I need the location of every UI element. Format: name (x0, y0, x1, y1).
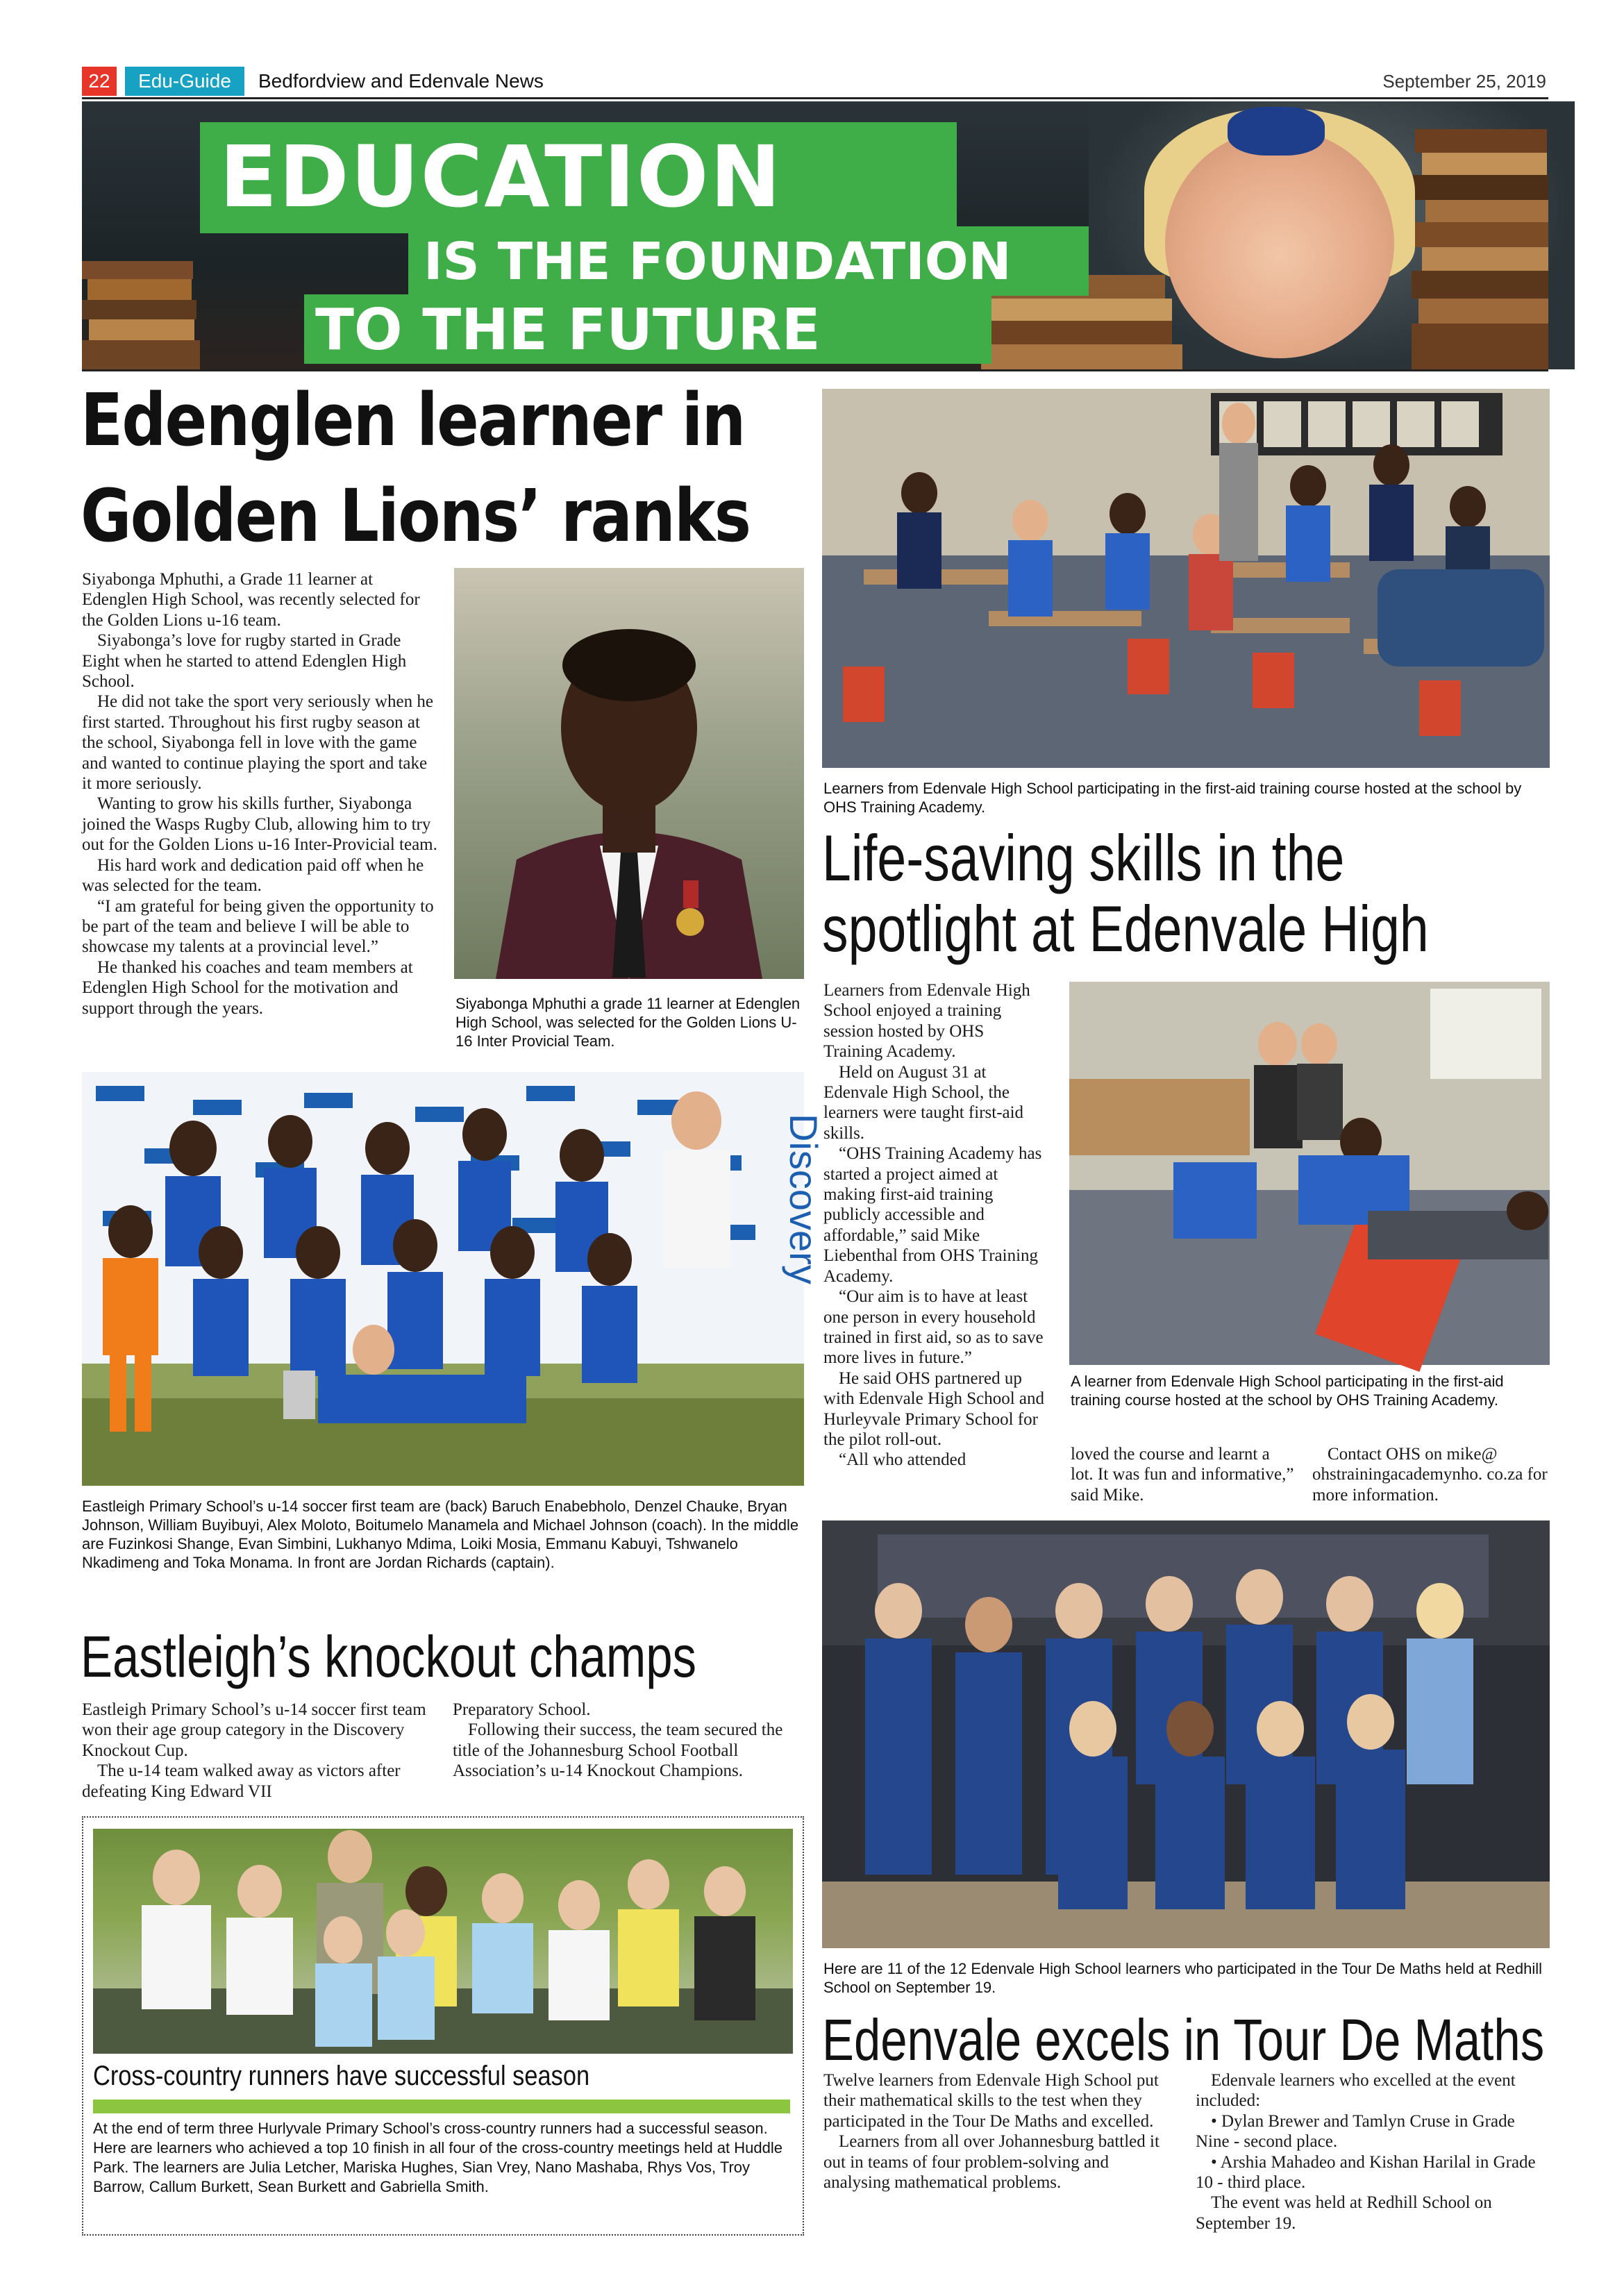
first-aid-top-caption: Learners from Edenvale High School participating in the first-aid training course hosted at the school by OHS Training Academy. (823, 780, 1522, 816)
soccer-col1-para-2: The u-14 team walked away as victors after defeating King Edward VII (82, 1761, 401, 1801)
tour-de-maths-group-photo (822, 1520, 1550, 1948)
soccer-body-col-2 (453, 1700, 804, 1782)
header-rule (82, 97, 1548, 99)
banner-rule (82, 369, 1548, 371)
crosscountry-body: At the end of term three Hurlyvale Primary School’s cross-country runners had a successful season. Here are learners who achieved a top 10 finish in all four of the cross-country meetings held at Huddle Park. The learners are Julia Letcher, Mariska Hughes, Sian Vrey, Nano Mashaba, Rhys Vos, Troy Barrow, Callum Burkett, Sean Burkett and Gabriella Smith. (93, 2120, 782, 2195)
maths-col2-para-2: The event was held at Redhill School on September 19. (1196, 2193, 1492, 2233)
first-aid-body-col-3: Contact OHS on mike@ ohstrainingacademynho. co.za for more information. (1312, 1445, 1548, 1505)
portrait-caption: Siyabonga Mphuthi a grade 11 learner at Edenglen High School, was selected for the Golden Lions U-16 Inter Provicial Team. (455, 995, 801, 1050)
lions-para-6: “I am grateful for being given the opportunity to be part of the team and believe I will be able to showcase my talents at a provincial level.” (82, 896, 434, 957)
first-aid-col1-para-5: He said OHS partnered up with Edenvale High School and Hurleyvale Primary School for the pilot roll-out. (823, 1368, 1044, 1449)
cpr-photo-caption: A learner from Edenvale High School participating in the first-aid training course hosted at the school by OHS Training Academy. (1071, 1373, 1504, 1409)
sponsor-banner-text: Discovery (782, 1114, 826, 1284)
first-aid-body-col-2: loved the course and learnt a lot. It was fun and informative,” said Mike. (1071, 1445, 1294, 1505)
maths-col2-bullet-2: • Arshia Mahadeo and Kishan Harilal in Grade 10 - third place. (1196, 2152, 1536, 2193)
section-label: Edu-Guide (125, 67, 244, 96)
banner-line-1: EDUCATION (219, 128, 782, 226)
publication-name: Bedfordview and Edenvale News (258, 70, 544, 92)
lions-para-3: He did not take the sport very seriously when he first started. Throughout his first rugby season at the school, Siyabonga fell in love with the game and wanted to continue playing the sport and take it more seriously. (82, 692, 433, 794)
first-aid-headline-line-1: Life-saving skills in the (822, 821, 1345, 894)
banner-line-2: IS THE FOUNDATION (424, 232, 1012, 292)
soccer-col2-para-1: Preparatory School. (453, 1700, 591, 1719)
first-aid-classroom-photo (822, 389, 1550, 768)
soccer-photo-caption: Eastleigh Primary School’s u-14 soccer first team are (back) Baruch Enabebholo, Denzel Chauke, Bryan Johnson, William Buyibuyi, Alex Moloto, Boitumelo Manamela and Michael Johnson (coach). In the middle are Fuzinkosi Shange, Evan Simbini, Lukhanyo Mdima, Loiki Mosia, Emmanu Kabuyi, Tshwanelo Nkadimeng and Toka Monama. In front are Jordan Richards (captain). (82, 1498, 799, 1571)
soccer-body-col-1 (82, 1700, 439, 1802)
siyabonga-portrait-photo (454, 568, 804, 979)
banner-line-1-plate (200, 122, 957, 233)
banner-line-3: TO THE FUTURE (315, 297, 821, 363)
maths-col2-para-1: Edenvale learners who excelled at the event included: (1196, 2071, 1516, 2111)
soccer-col2-para-2: Following their success, the team secured the title of the Johannesburg School Football Association’s u-14 Knockout Champions. (453, 1720, 783, 1781)
lions-headline-line-1: Edenglen learner in (81, 378, 745, 462)
banner-line-2-plate (408, 226, 1089, 296)
lions-body (82, 569, 440, 1019)
page-number: 22 (82, 67, 117, 96)
crosscountry-scene (93, 1829, 793, 2054)
crosscountry-headline: Cross-country runners have successful season (93, 2061, 590, 2091)
portrait-figure (454, 568, 804, 979)
soccer-headline: Eastleigh’s knockout champs (81, 1624, 697, 1689)
first-aid-col1-para-6: “All who attended (839, 1450, 966, 1470)
eastleigh-soccer-team-photo (82, 1072, 826, 1486)
maths-group-scene (822, 1520, 1550, 1948)
maths-col1-para-2: Learners from all over Johannesburg battled it out in teams of four problem-solving and analysing mathematical problems. (823, 2132, 1160, 2193)
child-hair-bow (1228, 107, 1325, 156)
maths-col1-para-1: Twelve learners from Edenvale High School put their mathematical skills to the test when they participated in the Tour De Maths and excelled. (823, 2071, 1159, 2131)
first-aid-col1-para-1: Learners from Edenvale High School enjoyed a training session hosted by OHS Training Academy. (823, 981, 1030, 1062)
lions-para-1: Siyabonga Mphuthi, a Grade 11 learner at Edenglen High School, was recently selected for the Golden Lions u-16 team. (82, 570, 420, 630)
lions-para-5: His hard work and dedication paid off when he was selected for the team. (82, 855, 424, 896)
classroom-scene (822, 389, 1550, 768)
soccer-scene (82, 1072, 826, 1486)
banner-line-3-plate (304, 294, 991, 364)
lions-headline-line-2: Golden Lions’ ranks (81, 474, 751, 558)
first-aid-body-col-1 (823, 980, 1047, 1470)
crosscountry-green-bar (93, 2100, 790, 2113)
maths-body-col-2 (1196, 2070, 1548, 2234)
issue-date: September 25, 2019 (1382, 71, 1546, 92)
education-banner (82, 101, 1548, 369)
soccer-col1-para-1: Eastleigh Primary School’s u-14 soccer first team won their age group category in the Discovery Knockout Cup. (82, 1700, 426, 1760)
tour-de-maths-headline: Edenvale excels in Tour De Maths (822, 2007, 1545, 2072)
child-face (1165, 129, 1394, 358)
maths-body-col-1 (823, 2070, 1173, 2193)
cpr-scene (1069, 982, 1550, 1365)
lions-para-7: He thanked his coaches and team members at Edenglen High School for the motivation and support through the years. (82, 957, 413, 1018)
first-aid-headline-line-2: spotlight at Edenvale High (822, 892, 1429, 965)
first-aid-col1-para-3: “OHS Training Academy has started a project aimed at making first-aid training publicly accessible and affordable,” said Mike Liebenthal from OHS Training Academy. (823, 1144, 1042, 1286)
first-aid-col1-para-2: Held on August 31 at Edenvale High School, the learners were taught first-aid skills. (823, 1062, 1024, 1143)
first-aid-cpr-photo (1069, 982, 1550, 1365)
lions-para-2: Siyabonga’s love for rugby started in Grade Eight when he started to attend Edenglen High School. (82, 631, 407, 692)
crosscountry-runners-photo (93, 1829, 793, 2054)
first-aid-col1-para-4: “Our aim is to have at least one person in every household trained in first aid, so as to save more lives in future.” (823, 1287, 1044, 1368)
maths-col2-bullet-1: • Dylan Brewer and Tamlyn Cruse in Grade Nine - second place. (1196, 2111, 1515, 2152)
lions-para-4: Wanting to grow his skills further, Siyabonga joined the Wasps Rugby Club, allowing him to try out for the Golden Lions u-16 Inter-Provicial team. (82, 794, 437, 855)
tour-de-maths-caption: Here are 11 of the 12 Edenvale High School learners who participated in the Tour De Maths held at Redhill School on September 19. (823, 1960, 1543, 1996)
